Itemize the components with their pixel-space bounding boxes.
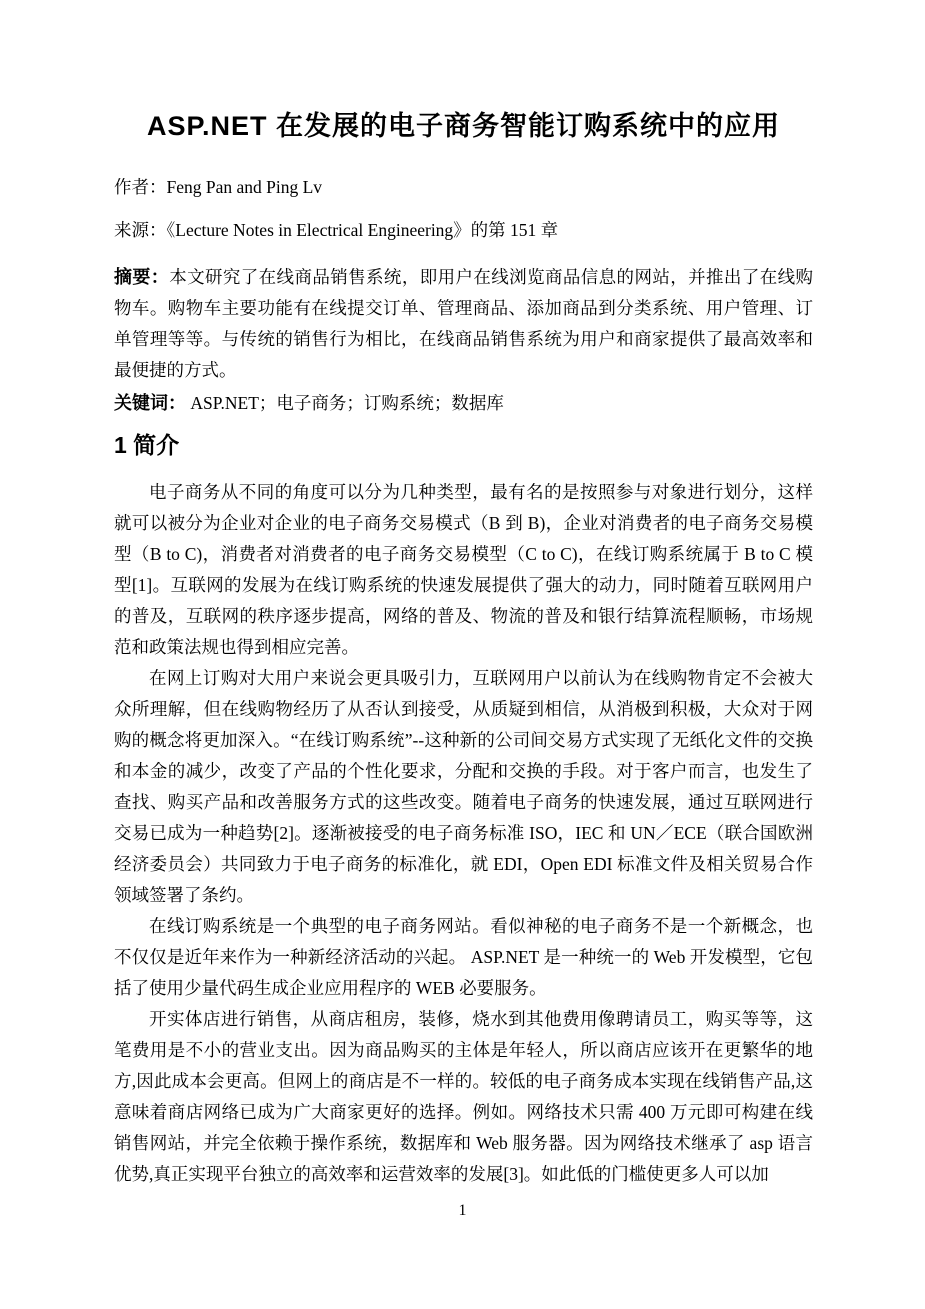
- abstract-paragraph: [114, 262, 813, 386]
- abstract-label: 摘要：: [114, 267, 170, 287]
- paragraph-4: 开实体店进行销售，从商店租房，装修，烧水到其他费用像聘请员工，购买等等，这笔费用是不小的营业支出。因为商品购买的主体是年轻人，所以商店应该开在更繁华的地方,因此成本会更高。但网上的商店是不一样的。较低的电子商务成本实现在线销售产品,这意味着商店网络已成为广大商家更好的选择。例如。网络技术只需 400 万元即可构建在线销售网站，并完全依赖于操作系统，数据库和 Web 服务器。因为网络技术继承了 asp 语言优势,真正实现平台独立的高效率和运营效率的发展[3]。如此低的门槛使更多人可以加: [114, 1009, 813, 1184]
- keywords-line: [114, 388, 813, 419]
- paragraph-3: 在线订购系统是一个典型的电子商务网站。看似神秘的电子商务不是一个新概念，也不仅仅是近年来作为一种新经济活动的兴起。 ASP.NET 是一种统一的 Web 开发模型，它包括了使用少量代码生成企业应用程序的 WEB 必要服务。: [114, 916, 813, 998]
- keywords-text: ASP.NET；电子商务；订购系统；数据库: [186, 393, 504, 413]
- source-line: [114, 219, 813, 242]
- author-value: Feng Pan and Ping Lv: [166, 177, 323, 197]
- source-value: 《Lecture Notes in Electrical Engineering》的第 151 章: [166, 220, 559, 240]
- abstract-text: 本文研究了在线商品销售系统，即用户在线浏览商品信息的网站，并推出了在线购物车。购物车主要功能有在线提交订单、管理商品、添加商品到分类系统、用户管理、订单管理等等。与传统的销售行为相比，在线商品销售系统为用户和商家提供了最高效率和最便捷的方式。: [114, 267, 814, 380]
- source-label: 来源：: [114, 220, 167, 240]
- author-line: [114, 176, 813, 199]
- author-label: 作者：: [114, 177, 167, 197]
- keywords-label: 关键词：: [114, 393, 186, 413]
- paragraph-2: 在网上订购对大用户来说会更具吸引力，互联网用户以前认为在线购物肯定不会被大众所理解，但在线购物经历了从否认到接受，从质疑到相信，从消极到积极，大众对于网购的概念将更加深入。“在线订购系统”--这种新的公司间交易方式实现了无纸化文件的交换和本金的减少，改变了产品的个性化要求，分配和交换的手段。对于客户而言，也发生了查找、购买产品和改善服务方式的这些改变。随着电子商务的快速发展，通过互联网进行交易已成为一种趋势[2]。逐渐被接受的电子商务标准 ISO，IEC 和 UN／ECE（联合国欧洲经济委员会）共同致力于电子商务的标准化，就 EDI，Open EDI 标准文件及相关贸易合作领域签署了条约。: [114, 668, 813, 905]
- page-title: ASP.NET 在发展的电子商务智能订购系统中的应用: [146, 111, 781, 141]
- section-heading-introduction: 1 简介: [114, 432, 180, 458]
- page-number: 1: [458, 1202, 467, 1219]
- paragraph-1: 电子商务从不同的角度可以分为几种类型，最有名的是按照参与对象进行划分，这样就可以被分为企业对企业的电子商务交易模式（B 到 B)，企业对消费者的电子商务交易模型（B to C)，消费者对消费者的电子商务交易模型（C to C)，在线订购系统属于 B to C 模型[1]。互联网的发展为在线订购系统的快速发展提供了强大的动力，同时随着互联网用户的普及，互联网的秩序逐步提高，网络的普及、物流的普及和银行结算流程顺畅，市场规范和政策法规也得到相应完善。: [114, 482, 813, 657]
